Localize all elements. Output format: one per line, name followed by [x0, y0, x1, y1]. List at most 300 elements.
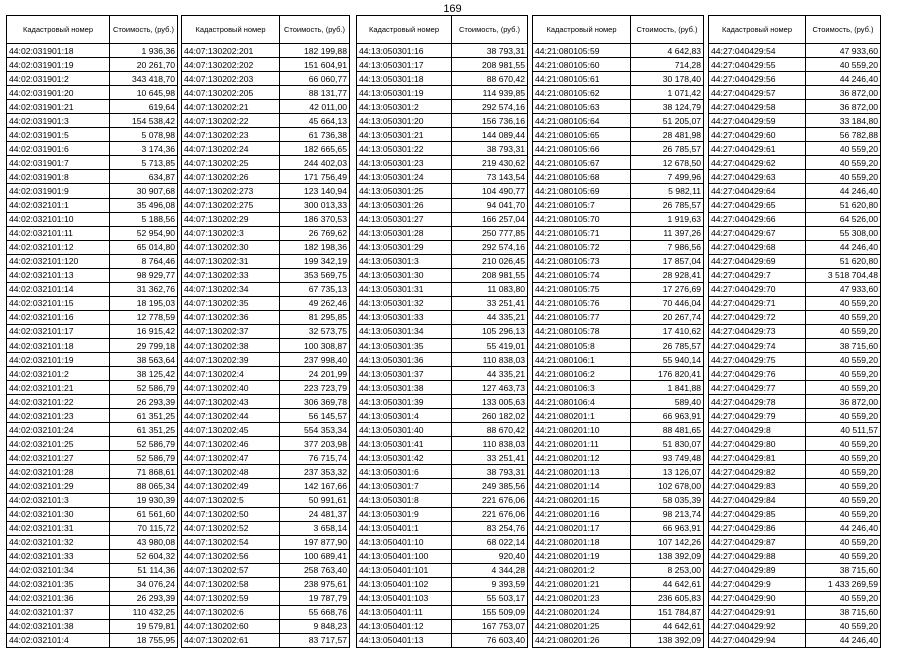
cost-cell: 714,28	[631, 58, 704, 72]
cost-cell: 237 998,40	[280, 353, 350, 367]
table-row	[182, 367, 350, 381]
cost-cell: 7 499,96	[631, 170, 704, 184]
cost-cell: 26 785,57	[631, 198, 704, 212]
cadastral-number-cell: 44:21:080105:64	[533, 114, 631, 128]
cost-cell: 52 586,79	[110, 451, 178, 465]
table-row	[182, 437, 350, 451]
table-row	[709, 240, 881, 254]
cost-cell: 133 005,63	[452, 395, 528, 409]
cadastral-number-cell: 44:02:032101:22	[7, 395, 110, 409]
table-row	[709, 563, 881, 577]
table-row	[533, 521, 704, 535]
table-row	[709, 114, 881, 128]
cadastral-number-cell: 44:27:040429:58	[709, 100, 806, 114]
table-row	[182, 591, 350, 605]
cost-cell: 210 026,45	[452, 254, 528, 268]
table-row	[533, 507, 704, 521]
cost-cell: 66 060,77	[280, 72, 350, 86]
cost-cell: 17 276,69	[631, 282, 704, 296]
cost-cell: 51 114,36	[110, 563, 178, 577]
cost-cell: 33 251,41	[452, 451, 528, 465]
cadastral-number-cell: 44:27:040429:76	[709, 367, 806, 381]
table-row	[709, 226, 881, 240]
cadastral-number-cell: 44:02:032101:30	[7, 507, 110, 521]
table-row	[182, 409, 350, 423]
table-row	[709, 156, 881, 170]
cadastral-number-cell: 44:13:050301:20	[357, 114, 452, 128]
table-row	[357, 409, 528, 423]
cost-cell: 31 362,76	[110, 282, 178, 296]
cadastral-number-cell: 44:07:130202:37	[182, 324, 280, 338]
cadastral-number-cell: 44:13:050401:13	[357, 633, 452, 647]
cadastral-number-cell: 44:27:040429:66	[709, 212, 806, 226]
table-row	[357, 479, 528, 493]
cost-cell: 3 658,14	[280, 521, 350, 535]
table-row	[182, 577, 350, 591]
cost-cell: 5 982,11	[631, 184, 704, 198]
cadastral-number-cell: 44:07:130202:43	[182, 395, 280, 409]
table-row	[533, 268, 704, 282]
page-number: 169	[443, 3, 462, 15]
cost-cell: 9 848,23	[280, 619, 350, 633]
cost-cell: 40 559,20	[806, 591, 881, 605]
cost-cell: 88 670,42	[452, 72, 528, 86]
cadastral-number-cell: 44:02:031901:5	[7, 128, 110, 142]
table-row	[7, 86, 178, 100]
cost-cell: 51 205,07	[631, 114, 704, 128]
cadastral-number-cell: 44:21:080201:26	[533, 633, 631, 647]
cost-cell: 26 785,57	[631, 142, 704, 156]
cadastral-number-cell: 44:07:130202:4	[182, 367, 280, 381]
cadastral-number-cell: 44:21:080201:24	[533, 605, 631, 619]
table-row	[182, 198, 350, 212]
cost-cell: 142 167,66	[280, 479, 350, 493]
table-row	[709, 605, 881, 619]
table-row	[182, 353, 350, 367]
table-row	[709, 423, 881, 437]
cadastral-number-cell: 44:02:032101:14	[7, 282, 110, 296]
cadastral-number-cell: 44:02:032101:35	[7, 577, 110, 591]
table-row	[182, 381, 350, 395]
cost-cell: 306 369,78	[280, 395, 350, 409]
cost-cell: 18 195,03	[110, 296, 178, 310]
cost-cell: 167 753,07	[452, 619, 528, 633]
cost-cell: 56 145,57	[280, 409, 350, 423]
cadastral-number-cell: 44:02:032101:24	[7, 423, 110, 437]
cadastral-number-cell: 44:07:130202:26	[182, 170, 280, 184]
table-row	[357, 521, 528, 535]
cadastral-number-cell: 44:07:130202:6	[182, 605, 280, 619]
cost-cell: 554 353,34	[280, 423, 350, 437]
cost-cell: 42 011,00	[280, 100, 350, 114]
cost-cell: 40 559,20	[806, 324, 881, 338]
table-row	[709, 254, 881, 268]
cost-cell: 24 481,37	[280, 507, 350, 521]
table-row	[709, 184, 881, 198]
cadastral-number-cell: 44:07:130202:202	[182, 58, 280, 72]
cost-cell: 32 573,75	[280, 324, 350, 338]
cost-cell: 44 246,40	[806, 184, 881, 198]
table-row	[7, 240, 178, 254]
table-row	[7, 156, 178, 170]
cost-table-2	[181, 15, 350, 648]
table-row	[533, 114, 704, 128]
cadastral-number-cell: 44:07:130202:45	[182, 423, 280, 437]
table-row	[182, 100, 350, 114]
table-row	[357, 605, 528, 619]
cost-cell: 107 142,26	[631, 535, 704, 549]
cadastral-number-cell: 44:07:130202:31	[182, 254, 280, 268]
table-row	[357, 296, 528, 310]
cadastral-number-cell: 44:13:050301:27	[357, 212, 452, 226]
cadastral-number-cell: 44:02:032101:38	[7, 619, 110, 633]
cadastral-number-cell: 44:27:040429:63	[709, 170, 806, 184]
cost-cell: 13 126,07	[631, 465, 704, 479]
table-row	[182, 395, 350, 409]
table-row	[182, 240, 350, 254]
cadastral-number-cell: 44:02:031901:8	[7, 170, 110, 184]
cost-cell: 40 559,20	[806, 156, 881, 170]
table-row	[357, 156, 528, 170]
cadastral-number-cell: 44:27:040429:88	[709, 549, 806, 563]
cadastral-number-cell: 44:07:130202:61	[182, 633, 280, 647]
cadastral-number-cell: 44:27:040429:85	[709, 507, 806, 521]
cadastral-number-cell: 44:13:050301:31	[357, 282, 452, 296]
cadastral-number-cell: 44:13:050401:1	[357, 521, 452, 535]
cadastral-number-cell: 44:07:130202:50	[182, 507, 280, 521]
cost-cell: 24 201,99	[280, 367, 350, 381]
cost-cell: 98 213,74	[631, 507, 704, 521]
cadastral-number-cell: 44:07:130202:23	[182, 128, 280, 142]
cost-cell: 35 496,08	[110, 198, 178, 212]
cost-cell: 238 975,61	[280, 577, 350, 591]
cost-cell: 110 432,25	[110, 605, 178, 619]
table-row	[709, 142, 881, 156]
cost-cell: 55 668,76	[280, 605, 350, 619]
cost-cell: 40 511,57	[806, 423, 881, 437]
table-row	[182, 549, 350, 563]
table-row	[533, 367, 704, 381]
table-row	[709, 268, 881, 282]
table-row	[7, 633, 178, 647]
table-row	[182, 254, 350, 268]
cadastral-number-cell: 44:07:130202:46	[182, 437, 280, 451]
cost-cell: 292 574,16	[452, 240, 528, 254]
cadastral-number-cell: 44:27:040429:64	[709, 184, 806, 198]
cost-cell: 155 509,09	[452, 605, 528, 619]
cadastral-number-cell: 44:13:050301:38	[357, 381, 452, 395]
table-row	[357, 310, 528, 324]
table-row	[7, 353, 178, 367]
table-row	[7, 170, 178, 184]
cost-cell: 73 143,54	[452, 170, 528, 184]
cost-cell: 29 799,18	[110, 338, 178, 352]
cadastral-number-cell: 44:13:050301:17	[357, 58, 452, 72]
table-row	[182, 184, 350, 198]
cadastral-number-cell: 44:21:080201:19	[533, 549, 631, 563]
cadastral-number-cell: 44:13:050301:3	[357, 254, 452, 268]
cadastral-number-cell: 44:07:130202:57	[182, 563, 280, 577]
table-row	[357, 353, 528, 367]
table-row	[533, 44, 704, 58]
cadastral-number-cell: 44:02:031901:3	[7, 114, 110, 128]
cost-cell: 55 503,17	[452, 591, 528, 605]
cost-cell: 123 140,94	[280, 184, 350, 198]
cost-cell: 52 954,90	[110, 226, 178, 240]
cadastral-number-cell: 44:21:080201:12	[533, 451, 631, 465]
table-row	[357, 44, 528, 58]
cost-cell: 44 642,61	[631, 619, 704, 633]
cadastral-number-cell: 44:21:080105:61	[533, 72, 631, 86]
cost-cell: 377 203,98	[280, 437, 350, 451]
cadastral-number-cell: 44:02:032101:36	[7, 591, 110, 605]
table-row	[182, 86, 350, 100]
cadastral-number-cell: 44:07:130202:275	[182, 198, 280, 212]
cost-cell: 9 393,59	[452, 577, 528, 591]
table-row	[533, 633, 704, 647]
cadastral-number-cell: 44:13:050401:102	[357, 577, 452, 591]
table-row	[533, 549, 704, 563]
cadastral-number-cell: 44:13:050401:101	[357, 563, 452, 577]
cost-cell: 166 257,04	[452, 212, 528, 226]
cadastral-number-cell: 44:21:080105:78	[533, 324, 631, 338]
cadastral-number-cell: 44:13:050301:35	[357, 338, 452, 352]
table-row	[709, 72, 881, 86]
table-row	[7, 128, 178, 142]
table-row	[533, 338, 704, 352]
table-row	[357, 114, 528, 128]
table-row	[709, 619, 881, 633]
table-row	[709, 58, 881, 72]
table-row	[357, 493, 528, 507]
cadastral-number-cell: 44:27:040429:68	[709, 240, 806, 254]
cadastral-number-cell: 44:13:050401:12	[357, 619, 452, 633]
cost-cell: 10 645,98	[110, 86, 178, 100]
cadastral-number-cell: 44:27:040429:57	[709, 86, 806, 100]
cadastral-number-cell: 44:21:080105:8	[533, 338, 631, 352]
table-row	[182, 170, 350, 184]
cost-cell: 67 735,13	[280, 282, 350, 296]
cadastral-number-cell: 44:27:040429:74	[709, 338, 806, 352]
table-row	[182, 423, 350, 437]
cadastral-number-cell: 44:21:080201:17	[533, 521, 631, 535]
cost-cell: 61 736,38	[280, 128, 350, 142]
table-row	[182, 324, 350, 338]
cadastral-number-cell: 44:21:080105:7	[533, 198, 631, 212]
cadastral-number-cell: 44:07:130202:205	[182, 86, 280, 100]
table-row	[533, 591, 704, 605]
table-row	[357, 226, 528, 240]
table-row	[533, 282, 704, 296]
table-row	[357, 142, 528, 156]
table-row	[7, 437, 178, 451]
cost-cell: 58 035,39	[631, 493, 704, 507]
cost-cell: 208 981,55	[452, 268, 528, 282]
table-row	[7, 563, 178, 577]
cadastral-number-cell: 44:07:130202:48	[182, 465, 280, 479]
cadastral-number-cell: 44:21:080105:62	[533, 86, 631, 100]
cadastral-number-cell: 44:21:080105:67	[533, 156, 631, 170]
cost-cell: 98 929,77	[110, 268, 178, 282]
table-row	[357, 549, 528, 563]
table-row	[709, 128, 881, 142]
cost-cell: 12 678,50	[631, 156, 704, 170]
cost-cell: 236 605,83	[631, 591, 704, 605]
cost-cell: 55 308,00	[806, 226, 881, 240]
cost-cell: 26 293,39	[110, 591, 178, 605]
cost-cell: 8 253,00	[631, 563, 704, 577]
cost-cell: 40 559,20	[806, 619, 881, 633]
cost-cell: 260 182,02	[452, 409, 528, 423]
cadastral-number-cell: 44:07:130202:33	[182, 268, 280, 282]
cadastral-number-cell: 44:02:032101:10	[7, 212, 110, 226]
cost-cell: 19 930,39	[110, 493, 178, 507]
table-row	[709, 324, 881, 338]
table-row	[7, 367, 178, 381]
cadastral-number-cell: 44:21:080201:18	[533, 535, 631, 549]
cost-cell: 36 872,00	[806, 395, 881, 409]
cadastral-number-cell: 44:21:080201:13	[533, 465, 631, 479]
table-row	[357, 240, 528, 254]
table-row	[357, 451, 528, 465]
header-cost: Стоимость, (руб.)	[110, 16, 178, 44]
cadastral-number-cell: 44:02:032101:18	[7, 338, 110, 352]
cost-cell: 40 559,20	[806, 437, 881, 451]
cadastral-number-cell: 44:27:040429:75	[709, 353, 806, 367]
table-row	[7, 507, 178, 521]
cadastral-number-cell: 44:13:050301:7	[357, 479, 452, 493]
table-row	[182, 72, 350, 86]
cost-cell: 70 446,04	[631, 296, 704, 310]
cost-cell: 68 022,14	[452, 535, 528, 549]
cost-cell: 49 262,46	[280, 296, 350, 310]
cost-cell: 1 841,88	[631, 381, 704, 395]
cadastral-number-cell: 44:02:031901:6	[7, 142, 110, 156]
cost-cell: 156 736,16	[452, 114, 528, 128]
table-row	[533, 395, 704, 409]
table-row	[357, 100, 528, 114]
cost-cell: 40 559,20	[806, 465, 881, 479]
cost-cell: 70 115,72	[110, 521, 178, 535]
cost-cell: 182 199,88	[280, 44, 350, 58]
cost-cell: 93 749,48	[631, 451, 704, 465]
cadastral-number-cell: 44:13:050301:24	[357, 170, 452, 184]
cadastral-number-cell: 44:13:050301:34	[357, 324, 452, 338]
cost-cell: 40 559,20	[806, 381, 881, 395]
cadastral-number-cell: 44:21:080105:74	[533, 268, 631, 282]
cost-cell: 40 559,20	[806, 493, 881, 507]
cadastral-number-cell: 44:13:050301:36	[357, 353, 452, 367]
cadastral-number-cell: 44:02:032101:37	[7, 605, 110, 619]
cost-cell: 5 078,98	[110, 128, 178, 142]
cadastral-number-cell: 44:21:080105:77	[533, 310, 631, 324]
table-row	[182, 535, 350, 549]
cadastral-number-cell: 44:13:050301:42	[357, 451, 452, 465]
table-row	[7, 381, 178, 395]
cadastral-number-cell: 44:27:040429:59	[709, 114, 806, 128]
cost-cell: 44 335,21	[452, 310, 528, 324]
cost-cell: 197 877,90	[280, 535, 350, 549]
table-row	[357, 395, 528, 409]
cost-cell: 38 715,60	[806, 338, 881, 352]
table-row	[357, 268, 528, 282]
table-row	[709, 479, 881, 493]
table-row	[7, 282, 178, 296]
cadastral-number-cell: 44:13:050301:18	[357, 72, 452, 86]
table-row	[709, 535, 881, 549]
cadastral-number-cell: 44:02:032101:29	[7, 479, 110, 493]
cadastral-number-cell: 44:21:080105:76	[533, 296, 631, 310]
table-row	[357, 198, 528, 212]
cost-cell: 28 928,41	[631, 268, 704, 282]
cadastral-number-cell: 44:13:050301:23	[357, 156, 452, 170]
cadastral-number-cell: 44:27:040429:90	[709, 591, 806, 605]
table-row	[357, 324, 528, 338]
cost-cell: 52 586,79	[110, 381, 178, 395]
cadastral-number-cell: 44:07:130202:44	[182, 409, 280, 423]
cost-cell: 55 940,14	[631, 353, 704, 367]
cadastral-number-cell: 44:21:080201:10	[533, 423, 631, 437]
cost-cell: 110 838,03	[452, 353, 528, 367]
cost-cell: 44 246,40	[806, 633, 881, 647]
cost-cell: 47 933,60	[806, 282, 881, 296]
table-row	[709, 86, 881, 100]
cost-cell: 61 351,25	[110, 409, 178, 423]
cadastral-number-cell: 44:07:130202:22	[182, 114, 280, 128]
cost-cell: 30 178,40	[631, 72, 704, 86]
table-row	[709, 282, 881, 296]
cost-cell: 36 872,00	[806, 86, 881, 100]
table-row	[709, 44, 881, 58]
cadastral-number-cell: 44:02:032101:31	[7, 521, 110, 535]
table-row	[533, 72, 704, 86]
cadastral-number-cell: 44:02:032101:13	[7, 268, 110, 282]
table-row	[7, 395, 178, 409]
cadastral-number-cell: 44:21:080201:14	[533, 479, 631, 493]
cost-cell: 20 261,70	[110, 58, 178, 72]
cost-cell: 52 586,79	[110, 437, 178, 451]
cadastral-number-cell: 44:27:040429:73	[709, 324, 806, 338]
cadastral-number-cell: 44:21:080105:69	[533, 184, 631, 198]
cadastral-number-cell: 44:02:031901:21	[7, 100, 110, 114]
cadastral-number-cell: 44:27:040429:80	[709, 437, 806, 451]
table-row	[182, 128, 350, 142]
cost-cell: 40 559,20	[806, 507, 881, 521]
table-row	[182, 633, 350, 647]
table-row	[709, 381, 881, 395]
table-row	[7, 212, 178, 226]
cadastral-number-cell: 44:27:040429:86	[709, 521, 806, 535]
table-row	[533, 170, 704, 184]
table-row	[182, 44, 350, 58]
cost-cell: 38 563,64	[110, 353, 178, 367]
cadastral-number-cell: 44:27:040429:69	[709, 254, 806, 268]
table-row	[357, 423, 528, 437]
table-row	[533, 451, 704, 465]
cadastral-number-cell: 44:13:050301:26	[357, 198, 452, 212]
cost-cell: 151 784,87	[631, 605, 704, 619]
cadastral-number-cell: 44:27:040429:87	[709, 535, 806, 549]
table-row	[7, 479, 178, 493]
cadastral-number-cell: 44:21:080201:1	[533, 409, 631, 423]
cost-cell: 3 518 704,48	[806, 268, 881, 282]
table-row	[709, 367, 881, 381]
table-row	[533, 535, 704, 549]
cost-cell: 34 076,24	[110, 577, 178, 591]
cost-cell: 40 559,20	[806, 409, 881, 423]
cost-cell: 300 013,33	[280, 198, 350, 212]
cadastral-number-cell: 44:27:040429:60	[709, 128, 806, 142]
